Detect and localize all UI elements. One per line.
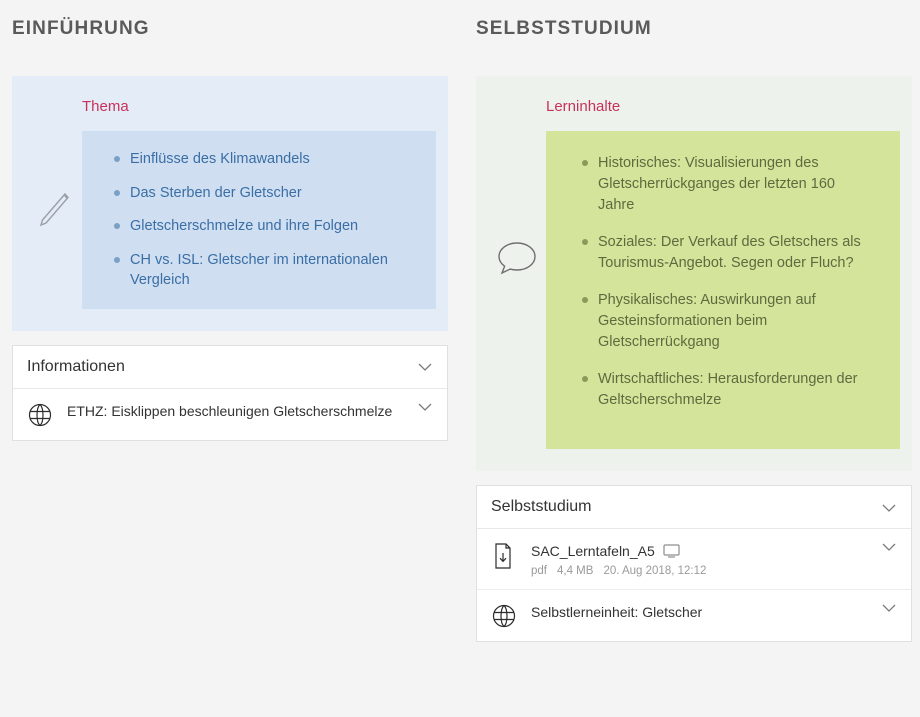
thema-bullet-list	[92, 149, 416, 291]
informationen-panel-header[interactable]	[13, 346, 447, 389]
row-main	[531, 602, 881, 622]
row-title-text: ETHZ: Eisklippen beschleunigen Gletscherschmelze	[67, 402, 393, 419]
list-item: Soziales: Der Verkauf des Gletschers als Tourismus-Angebot. Segen oder Fluch?	[582, 232, 874, 274]
chevron-down-icon[interactable]	[881, 502, 897, 513]
pencil-icon	[35, 191, 71, 235]
lerninhalte-card	[476, 76, 912, 471]
chevron-down-icon[interactable]	[881, 541, 897, 552]
speech-bubble-glyph-wrapper	[488, 131, 546, 275]
lerninhalte-card-label: Lerninhalte	[546, 98, 621, 115]
row-main	[531, 541, 881, 577]
pencil-glyph-wrapper	[24, 131, 82, 235]
panel-title: Selbststudium	[491, 498, 592, 516]
row-title	[531, 602, 873, 622]
row-meta	[531, 565, 873, 577]
chevron-down-icon[interactable]	[881, 602, 897, 613]
file-timestamp: 20. Aug 2018, 12:12	[603, 565, 707, 578]
document-download-icon	[491, 541, 531, 570]
list-item: Das Sterben der Gletscher	[114, 183, 416, 204]
thema-bullet-box	[82, 131, 436, 309]
row-title	[531, 541, 873, 561]
thema-card	[12, 76, 448, 331]
list-item[interactable]	[13, 389, 447, 440]
informationen-panel	[12, 345, 448, 441]
speech-bubble-icon	[497, 241, 537, 275]
selbststudium-panel-header[interactable]	[477, 486, 911, 529]
list-item[interactable]	[477, 529, 911, 590]
lerninhalte-bullet-list	[560, 153, 874, 411]
row-title	[67, 401, 409, 421]
panel-title: Informationen	[27, 357, 125, 375]
file-type: pdf	[531, 565, 547, 578]
row-title-text: SAC_Lerntafeln_A5	[531, 543, 655, 560]
chevron-down-icon[interactable]	[417, 401, 433, 412]
list-item[interactable]	[477, 590, 911, 641]
page-title-left: EINFÜHRUNG	[12, 18, 150, 39]
list-item: Physikalisches: Auswirkungen auf Gesteinsformationen beim Gletscherrückgang	[582, 290, 874, 353]
lerninhalte-card-body	[488, 131, 900, 449]
column-einfuehrung	[12, 18, 448, 717]
web-link-icon	[491, 602, 531, 629]
list-item: Historisches: Visualisierungen des Gletscherrückganges der letzten 160 Jahre	[582, 153, 874, 216]
selbststudium-panel	[476, 485, 912, 642]
monitor-icon	[663, 544, 680, 558]
list-item: Gletscherschmelze und ihre Folgen	[114, 216, 416, 237]
list-item: Wirtschaftliches: Herausforderungen der Geltscherschmelze	[582, 369, 874, 411]
thema-card-label: Thema	[82, 98, 129, 115]
list-item: CH vs. ISL: Gletscher im internationalen Vergleich	[114, 250, 416, 291]
thema-card-body	[24, 131, 436, 309]
column-selbststudium	[476, 18, 912, 717]
list-item: Einflüsse des Klimawandels	[114, 149, 416, 170]
row-main	[67, 401, 417, 421]
row-title-text: Selbstlerneinheit: Gletscher	[531, 604, 703, 621]
chevron-down-icon[interactable]	[417, 361, 433, 372]
page-title-right: SELBSTSTUDIUM	[476, 18, 652, 39]
web-link-icon	[27, 401, 67, 428]
file-size: 4,4 MB	[557, 565, 594, 578]
lerninhalte-bullet-box	[546, 131, 900, 449]
